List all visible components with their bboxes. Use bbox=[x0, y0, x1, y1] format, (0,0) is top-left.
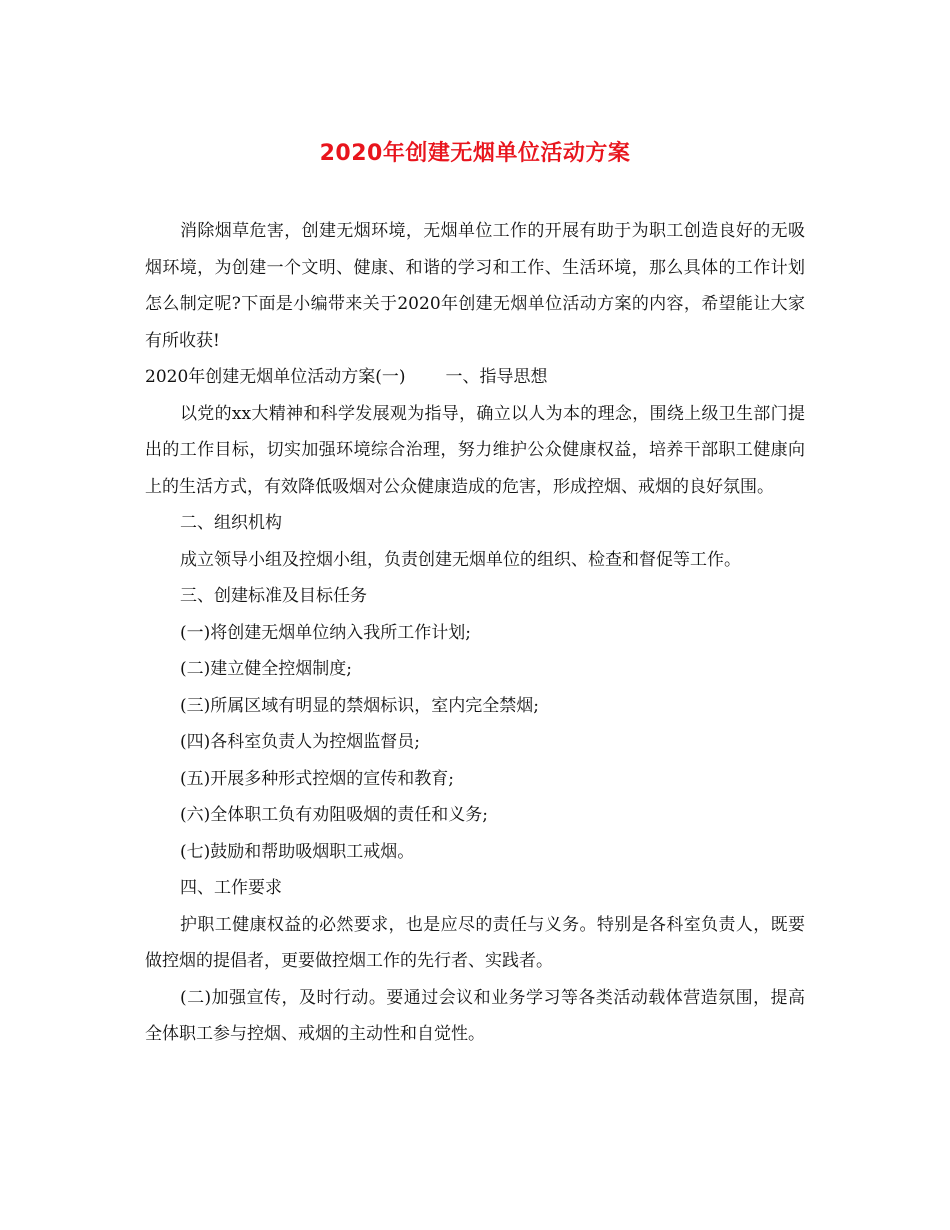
standards-item: (五)开展多种形式控烟的宣传和教育; bbox=[180, 768, 454, 789]
section-heading-title: 2020年创建无烟单位活动方案(一) bbox=[145, 367, 406, 387]
intro-paragraph: 消除烟草危害，创建无烟环境，无烟单位工作的开展有助于为职工创造良好的无吸烟环境，为创建一个文明、健康、和谐的学习和工作、生活环境，那么具体的工作计划怎么制定呢?下面是小编带来关于2020年创建无烟单位活动方案的内容，希望能让大家有所收获! bbox=[145, 221, 805, 351]
standards-item: (二)建立健全控烟制度; bbox=[180, 659, 352, 679]
document-title: 2020年创建无烟单位活动方案 bbox=[319, 141, 631, 166]
standards-item: (七)鼓励和帮助吸烟职工戒烟。 bbox=[180, 841, 415, 862]
org-paragraph: 成立领导小组及控烟小组，负责创建无烟单位的组织、检查和督促等工作。 bbox=[180, 549, 741, 570]
guiding-paragraph: 以党的xx大精神和科学发展观为指导，确立以人为本的理念，围绕上级卫生部门提出的工作目标，切实加强环境综合治理，努力维护公众健康权益，培养干部职工健康向上的生活方式，有效降低吸烟对公众健康造成的危害，形成控烟、戒烟的良好氛围。 bbox=[145, 403, 805, 497]
standards-heading: 三、创建标准及目标任务 bbox=[180, 586, 367, 606]
org-heading: 二、组织机构 bbox=[180, 513, 282, 533]
guiding-heading: 一、指导思想 bbox=[445, 367, 548, 387]
requirements-paragraph: 护职工健康权益的必然要求，也是应尽的责任与义务。特别是各科室负责人，既要做控烟的提倡者，更要做控烟工作的先行者、实践者。 bbox=[145, 914, 805, 971]
standards-item: (四)各科室负责人为控烟监督员; bbox=[180, 732, 420, 752]
requirements-heading: 四、工作要求 bbox=[180, 878, 282, 898]
section-heading-line bbox=[145, 359, 805, 396]
requirements-paragraph: (二)加强宣传，及时行动。要通过会议和业务学习等各类活动载体营造氛围，提高全体职工参与控烟、戒烟的主动性和自觉性。 bbox=[145, 987, 805, 1044]
standards-item: (一)将创建无烟单位纳入我所工作计划; bbox=[180, 622, 471, 643]
document-body bbox=[145, 213, 805, 1053]
standards-item: (三)所属区域有明显的禁烟标识，室内完全禁烟; bbox=[180, 695, 539, 716]
standards-item: (六)全体职工负有劝阻吸烟的责任和义务; bbox=[180, 805, 488, 825]
